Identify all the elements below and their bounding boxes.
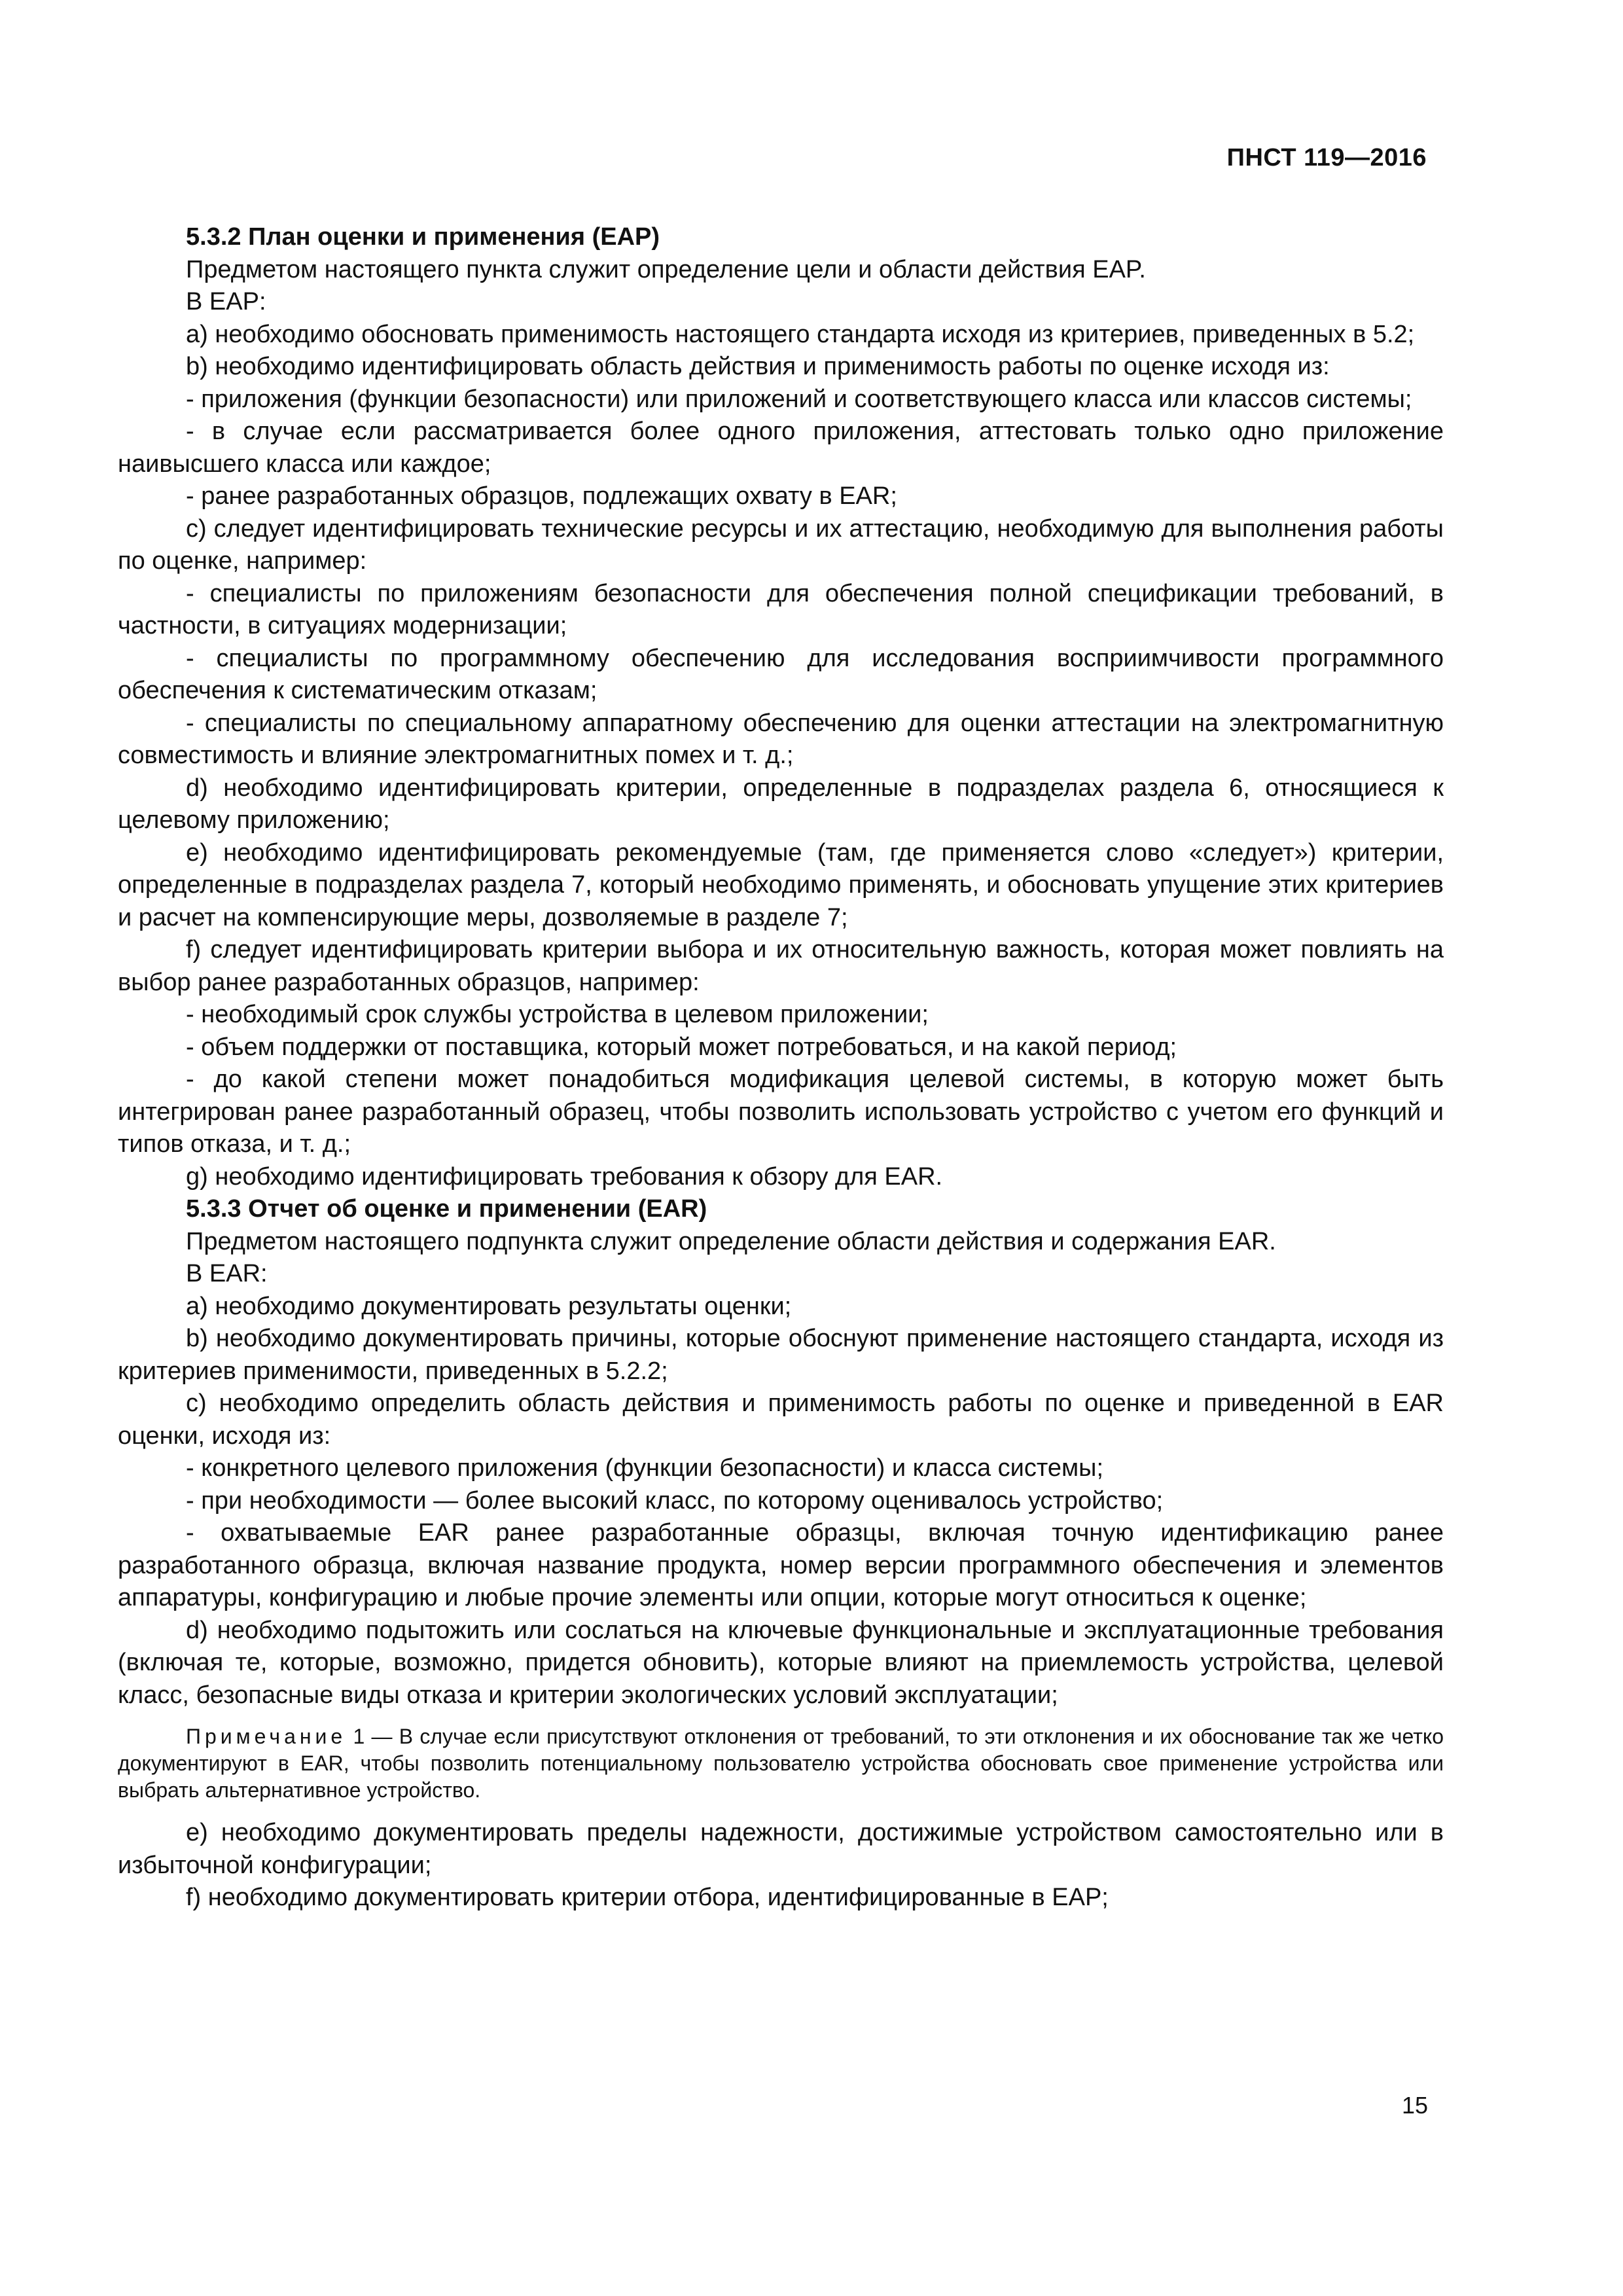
list-item: c) следует идентифицировать технические ресурсы и их аттестацию, необходимую для выполнения работы по оценке, например: <box>118 514 1444 575</box>
list-item: f) следует идентифицировать критерии выбора и их относительную важность, которая может повлиять на выбор ранее разработанных образцов, например: <box>118 936 1444 996</box>
page-number: 15 <box>1401 2092 1428 2119</box>
note <box>118 1723 1444 1804</box>
list-item: a) необходимо документировать результаты оценки; <box>186 1292 792 1320</box>
note-text: 1 — В случае если присутствуют отклонения от требований, то эти отклонения и их обоснование так же четко документируют в EAR, чтобы позволить потенциальному пользователю устройства обосновать свое применение устройства или выбрать альтернативное устройство. <box>118 1725 1444 1802</box>
list-item: b) необходимо идентифицировать область действия и применимость работы по оценке исходя из: <box>186 353 1330 380</box>
list-item: - при необходимости — более высокий класс, по которому оценивалось устройство; <box>186 1486 1164 1515</box>
list-item: d) необходимо подытожить или сослаться на ключевые функциональные и эксплуатационные требования (включая те, которые, возможно, придется обновить), которые влияют на приемлемость устройства, целевой класс, безопасные виды отказа и критерии экологических условий эксплуатации; <box>118 1616 1444 1709</box>
list-item: - необходимый срок службы устройства в целевом приложении; <box>186 1001 929 1028</box>
list-item: f) необходимо документировать критерии отбора, идентифицированные в EAP; <box>186 1884 1109 1911</box>
paragraph: В EAR: <box>186 1260 268 1287</box>
list-item: e) необходимо документировать пределы надежности, достижимые устройством самостоятельно или в избыточной конфигурации; <box>118 1819 1444 1879</box>
paragraph: Предметом настоящего пункта служит определение цели и области действия EAP. <box>186 255 1146 283</box>
list-item: - конкретного целевого приложения (функции безопасности) и класса системы; <box>186 1454 1104 1482</box>
list-item: a) необходимо обосновать применимость настоящего стандарта исходя из критериев, приведенных в 5.2; <box>186 320 1415 348</box>
section-heading-5-3-3: 5.3.3 Отчет об оценке и применении (EAR) <box>186 1195 707 1223</box>
list-item: d) необходимо идентифицировать критерии, определенные в подразделах раздела 6, относящиеся к целевому приложению; <box>118 774 1444 834</box>
list-item: - в случае если рассматривается более одного приложения, аттестовать только одно приложение наивысшего класса или каждое; <box>118 418 1444 478</box>
list-item: - специалисты по специальному аппаратному обеспечению для оценки аттестации на электромагнитную совместимость и влияние электромагнитных помех и т. д.; <box>118 709 1444 769</box>
list-item: e) необходимо идентифицировать рекомендуемые (там, где применяется слово «следует») критерии, определенные в подразделах раздела 7, который необходимо применять, и обосновать упущение этих критериев и расчет на компенсирующие меры, дозволяемые в разделе 7; <box>118 838 1444 931</box>
paragraph: В EAP: <box>186 288 266 315</box>
document-body <box>118 221 1444 1914</box>
list-item: - ранее разработанных образцов, подлежащих охвату в EAR; <box>186 482 897 510</box>
list-item: - объем поддержки от поставщика, который может потребоваться, и на какой период; <box>186 1033 1177 1061</box>
document-code-header: ПНСТ 119—2016 <box>1226 144 1427 171</box>
list-item: - специалисты по приложениям безопасности для обеспечения полной спецификации требований, в частности, в ситуациях модернизации; <box>118 579 1444 639</box>
list-item: c) необходимо определить область действия и применимость работы по оценке и приведенной в EAR оценки, исходя из: <box>118 1390 1444 1450</box>
paragraph: Предметом настоящего подпункта служит определение области действия и содержания EAR. <box>186 1227 1276 1255</box>
section-heading-5-3-2: 5.3.2 План оценки и применения (EAP) <box>186 223 660 251</box>
list-item: - приложения (функции безопасности) или приложений и соответствующего класса или классов системы; <box>186 385 1412 413</box>
list-item: - специалисты по программному обеспечению для исследования восприимчивости программного обеспечения к систематическим отказам; <box>118 644 1444 704</box>
list-item: - до какой степени может понадобиться модификация целевой системы, в которую может быть интегрирован ранее разработанный образец, чтобы позволить использовать устройство с учетом его функций и типов отказа, и т. д.; <box>118 1066 1444 1158</box>
list-item: b) необходимо документировать причины, которые обоснуют применение настоящего стандарта, исходя из критериев применимости, приведенных в 5.2.2; <box>118 1325 1444 1385</box>
list-item: g) необходимо идентифицировать требования к обзору для EAR. <box>186 1162 943 1191</box>
note-label: Примечание <box>186 1725 347 1748</box>
list-item: - охватываемые EAR ранее разработанные образцы, включая точную идентификацию ранее разработанного образца, включая название продукта, номер версии программного обеспечения и элементов аппаратуры, конфигурацию и любые прочие элементы или опции, которые могут относиться к оценке; <box>118 1519 1444 1611</box>
